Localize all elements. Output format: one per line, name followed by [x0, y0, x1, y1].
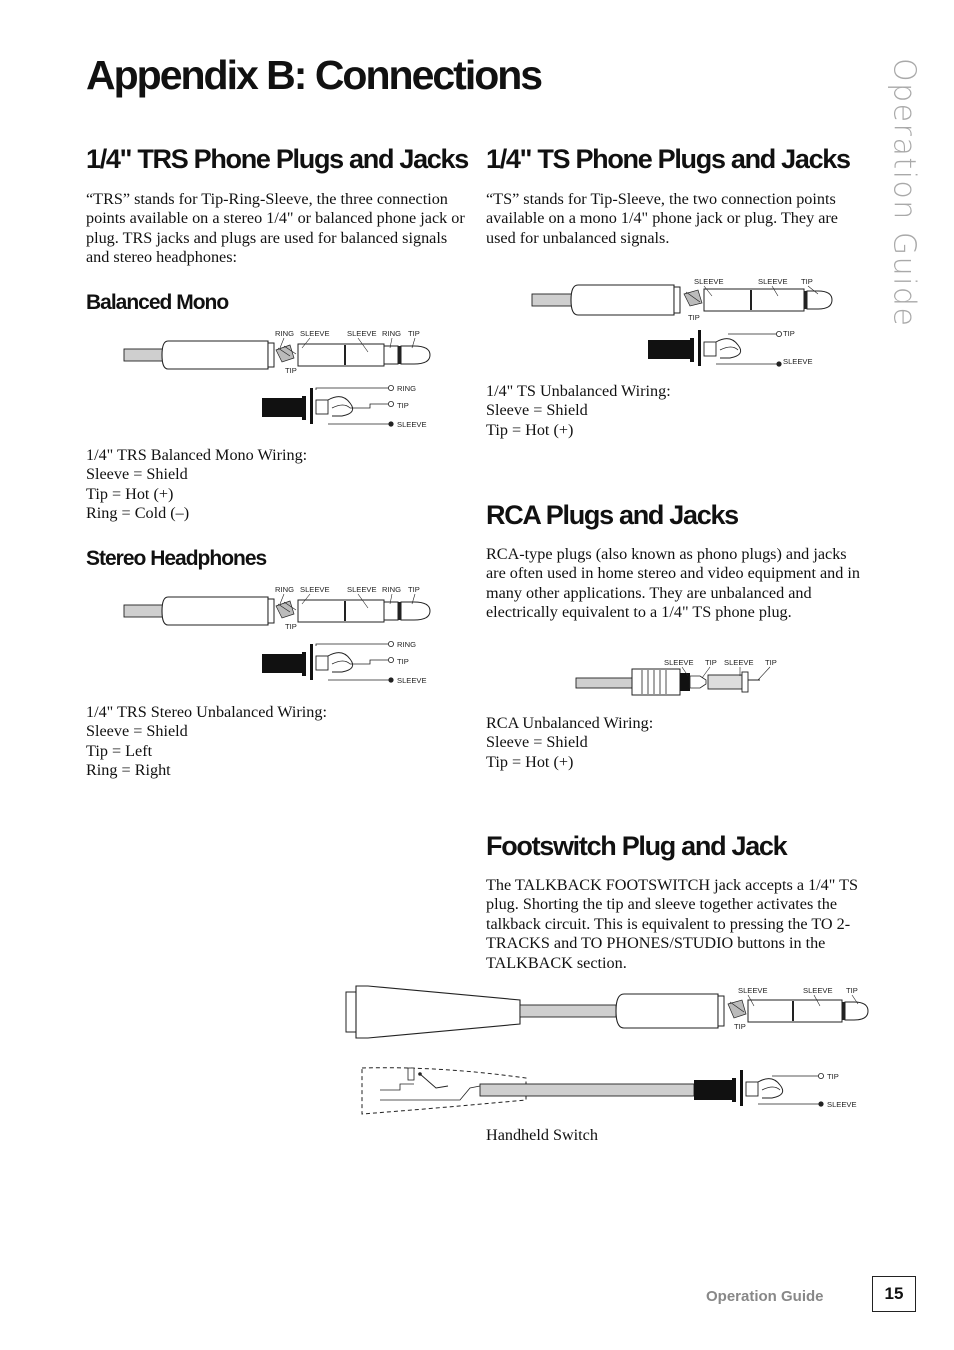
cable-2: [480, 1084, 694, 1096]
label-sleeve: SLEEVE: [300, 585, 330, 594]
label-sleeve-2: SLEEVE: [724, 658, 754, 667]
plug-body: [162, 341, 268, 369]
plug-sleeve: [704, 289, 804, 311]
label-sleeve: SLEEVE: [738, 986, 768, 995]
plug-collar: [718, 996, 724, 1026]
plug-tip: [401, 602, 430, 620]
wiring-line: Tip = Hot (+): [486, 420, 574, 439]
plug-tip: [401, 346, 430, 364]
plug-collar: [674, 287, 680, 313]
plug-ring: [384, 602, 398, 620]
label-sleeve: SLEEVE: [664, 658, 694, 667]
jack-body: [648, 340, 690, 359]
ts-wiring: [486, 382, 671, 440]
rca-diagram: [570, 654, 790, 696]
plug-collar: [268, 343, 274, 367]
label-jack-ring: RING: [397, 640, 416, 649]
label-jack-sleeve: SLEEVE: [397, 420, 427, 429]
label-tip: TIP: [846, 986, 858, 995]
label-tip: TIP: [408, 329, 420, 338]
wiring-line: Sleeve = Shield: [486, 733, 588, 752]
trs-heading: 1/4" TRS Phone Plugs and Jacks: [86, 144, 468, 174]
label-jack-ring: RING: [397, 384, 416, 393]
plug-ring: [384, 346, 398, 364]
rca-heading: RCA Plugs and Jacks: [486, 500, 738, 530]
ts-diagram: [528, 272, 848, 372]
label-tip-2: TIP: [734, 1022, 746, 1031]
plug-body: [616, 994, 718, 1028]
label-tip-2: TIP: [285, 366, 297, 375]
cable: [532, 294, 574, 306]
wiring-line: Tip = Hot (+): [86, 484, 174, 503]
footswitch-intro: The TALKBACK FOOTSWITCH jack accepts a 1/4" TS plug. Shorting the tip and sleeve together activates the talkback circuit. This is equivalent to pressing the TO 2-TRACKS and TO PHONES/STUDIO buttons in the TALKBACK section.: [486, 876, 859, 972]
label-jack-tip: TIP: [783, 329, 795, 338]
wiring-line: Ring = Right: [86, 760, 171, 779]
label-jack-sleeve: SLEEVE: [397, 676, 427, 685]
balanced-mono-wiring: [86, 446, 307, 523]
stereo-headphones-heading: Stereo Headphones: [86, 547, 267, 570]
label-jack-tip: TIP: [827, 1072, 839, 1081]
balanced-mono-diagram: [120, 324, 450, 436]
label-tip-2: TIP: [688, 313, 700, 322]
footer-label: Operation Guide: [706, 1288, 824, 1305]
label-tip-2: TIP: [765, 658, 777, 667]
label-tip: TIP: [705, 658, 717, 667]
label-tip-2: TIP: [285, 622, 297, 631]
label-jack-sleeve: SLEEVE: [783, 357, 813, 366]
label-sleeve: SLEEVE: [300, 329, 330, 338]
page-number: 15: [872, 1276, 916, 1312]
label-sleeve-2: SLEEVE: [803, 986, 833, 995]
plug-sleeve: [298, 600, 384, 622]
rca-intro: RCA-type plugs (also known as phono plugs) and jacks are often used in home stereo and video equipment and in many other applications. They are unbalanced and electrically equivalent to a 1/4" TS phone plug.: [486, 545, 860, 622]
ts-heading: 1/4" TS Phone Plugs and Jacks: [486, 144, 850, 174]
label-tip: TIP: [408, 585, 420, 594]
plug-body: [571, 285, 674, 315]
label-sleeve-2: SLEEVE: [758, 277, 788, 286]
wiring-line: Sleeve = Shield: [486, 401, 588, 420]
rca-wiring: [486, 714, 653, 772]
wiring-line: 1/4" TRS Stereo Unbalanced Wiring:: [86, 703, 327, 721]
label-jack-tip: TIP: [397, 401, 409, 410]
stereo-headphones-wiring: [86, 703, 327, 780]
label-ring: RING: [275, 585, 294, 594]
handheld-body: [356, 986, 520, 1038]
wiring-line: Sleeve = Shield: [86, 722, 188, 741]
plug-tip: [845, 1002, 868, 1020]
label-tip: TIP: [801, 277, 813, 286]
label-jack-sleeve: SLEEVE: [827, 1100, 857, 1109]
plug-tip: [807, 291, 832, 309]
side-tab-label: Operation Guide: [886, 58, 922, 328]
trs-intro: “TRS” stands for Tip-Ring-Sleeve, the three connection points available on a stereo 1/4" or balanced phone jack or plug. TRS jacks and plugs are used for balanced signals and stereo headphones:: [86, 190, 465, 267]
jack-body: [694, 1080, 732, 1100]
footswitch-heading: Footswitch Plug and Jack: [486, 831, 787, 861]
jack-body: [262, 654, 302, 673]
wiring-line: 1/4" TRS Balanced Mono Wiring:: [86, 446, 308, 464]
plug-collar: [268, 599, 274, 623]
label-sleeve: SLEEVE: [694, 277, 724, 286]
wiring-line: Ring = Cold (–): [86, 503, 190, 522]
jack-body: [262, 398, 302, 417]
plug-sleeve: [748, 1000, 842, 1022]
footswitch-diagram: [340, 980, 880, 1120]
cable: [520, 1005, 616, 1017]
plug-body: [632, 669, 680, 695]
label-ring: RING: [275, 329, 294, 338]
label-ring-2: RING: [382, 329, 401, 338]
wiring-line: Tip = Hot (+): [486, 752, 574, 771]
plug-sleeve: [298, 344, 384, 366]
wiring-line: RCA Unbalanced Wiring:: [486, 714, 654, 732]
wiring-line: Tip = Left: [86, 741, 153, 760]
balanced-mono-heading: Balanced Mono: [86, 291, 229, 314]
wiring-line: Sleeve = Shield: [86, 465, 188, 484]
label-jack-tip: TIP: [397, 657, 409, 666]
ts-intro: “TS” stands for Tip-Sleeve, the two connection points available on a mono 1/4" phone jack or plug. They are used for unbalanced signals.: [486, 190, 838, 247]
label-ring-2: RING: [382, 585, 401, 594]
footswitch-caption: Handheld Switch: [486, 1126, 598, 1144]
plug-body: [162, 597, 268, 625]
stereo-headphones-diagram: [120, 580, 450, 692]
label-sleeve-2: SLEEVE: [347, 329, 377, 338]
wiring-line: 1/4" TS Unbalanced Wiring:: [486, 382, 671, 400]
cable: [576, 678, 634, 688]
label-sleeve-2: SLEEVE: [347, 585, 377, 594]
page-title: Appendix B: Connections: [86, 52, 542, 98]
side-tab: [886, 58, 922, 348]
